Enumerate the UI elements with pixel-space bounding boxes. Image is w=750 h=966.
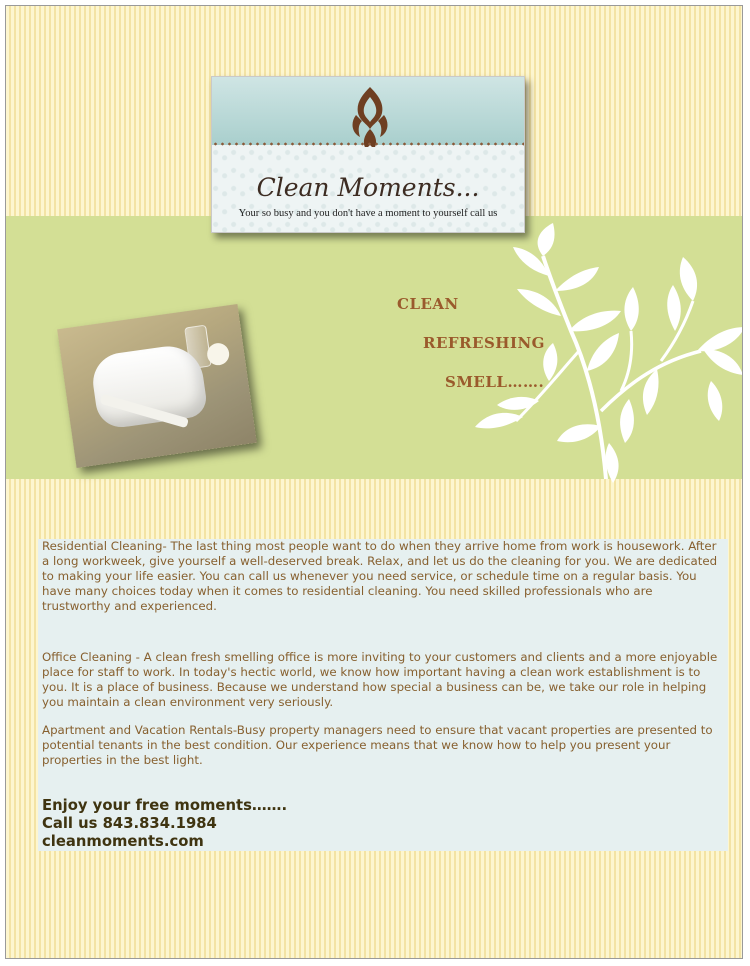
residential-paragraph: Residential Cleaning- The last thing most people want to do when they arrive home from work is housework. After a long workweek, give yourself a well-deserved break. Relax, and let us do the cleaning for you. We are dedicated to making your life easier. You can call us whenever you need service, or schedule time on a regular basis. You have many choices today when it comes to residential cleaning. You need skilled professionals who are trustworthy and experienced. [42,539,718,613]
tagline-smell: SMELL……. [445,373,545,391]
logo-title: Clean Moments... [256,173,480,202]
leaf-branch-icon [461,221,743,486]
services-text-box [38,539,728,851]
office-paragraph: Office Cleaning - A clean fresh smelling office is more inviting to your customers and clients and a more enjoyable place for staff to work. In today's hectic world, we know how important having a clean work establishment is to you. It is a place of business. Because we understand how special a business can be, we take our role in helping you maintain a clean environment very seriously. [42,650,718,709]
contact-slogan: Enjoy your free moments……. [42,797,288,814]
contact-website: cleanmoments.com [42,833,204,850]
flyer-page [5,5,743,959]
contact-block [42,797,287,851]
bathrobe-photo [57,304,257,468]
logo-card [211,76,525,233]
tagline-clean: CLEAN [397,295,459,313]
logo-tagline: Your so busy and you don't have a moment to yourself call us [238,208,498,219]
rentals-paragraph: Apartment and Vacation Rentals-Busy property managers need to ensure that vacant properties are presented to potential tenants in the best condition. Our experience means that we know how to help you present your properties in the best light. [42,723,713,767]
contact-phone: Call us 843.834.1984 [42,815,217,832]
tagline-refreshing: REFRESHING [423,334,545,352]
